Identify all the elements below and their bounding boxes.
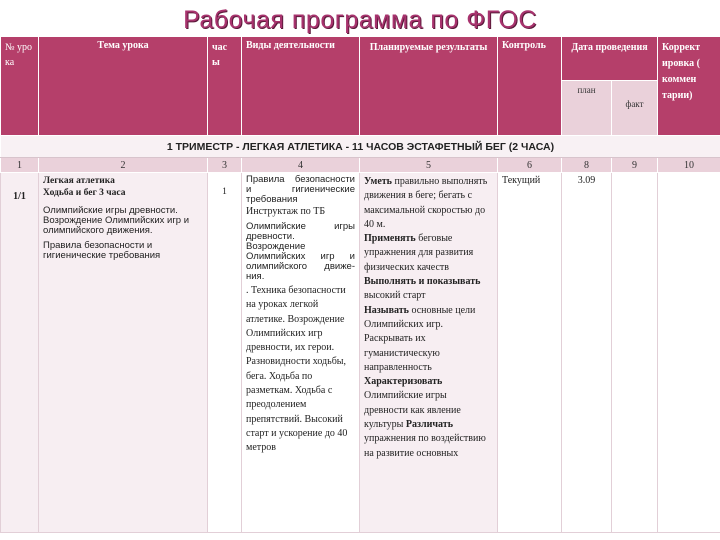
col-number: 4 [242, 158, 360, 173]
header-control: Контроль [498, 37, 562, 136]
col-number: 1 [1, 158, 39, 173]
trimester-heading: 1 ТРИМЕСТР - ЛЕГКАЯ АТЛЕТИКА - 11 ЧАСОВ ЭСТАФЕТНЫЙ БЕГ (2 ЧАСА) [1, 136, 720, 158]
lesson-plan-table [0, 36, 720, 533]
col-number: 8 [562, 158, 612, 173]
fact-date [612, 173, 658, 533]
result-item: Выполнять и показывать высокий старт [364, 276, 481, 302]
result-item: Называть основные цели Олимпийских игр. Раскрывать их гуманистическую направленность [364, 304, 476, 373]
result-item: Характеризовать Олимпийские игры древности как явление культуры Различать упражнения по воздействию на развитие основных [364, 376, 486, 459]
topic-title: Легкая атлетика [43, 176, 115, 186]
topic-safety: Правила безопасности и гигиенические требования [43, 240, 161, 261]
lesson-hours: 1 [208, 173, 242, 533]
header-num: № уро ка [1, 37, 39, 136]
header-correction: Коррект ировка ( коммен тарии) [658, 37, 720, 136]
col-number: 2 [39, 158, 208, 173]
activities-cell [242, 173, 360, 533]
col-number: 5 [360, 158, 498, 173]
lesson-number: 1/1 [1, 173, 39, 533]
activity-technique: . Техника безопасности на уроках легкой атлетике. Возрождение Олимпийских игр древности, их герои. Разновидности ходьбы, бега. Ходьба по разметкам. Ходьба с преодолением препятствий. Высокий старт и ускорение до 40 метров [246, 285, 348, 454]
result-item: Применять беговые упражнения для развития физических качеств [364, 233, 474, 273]
header-activities: Виды деятельности [242, 37, 360, 136]
lesson-topic-cell [39, 173, 208, 533]
topic-description: Олимпийские игры древности. Возрождение Олимпийских игр и олимпийского движения. [43, 205, 190, 236]
header-hours: час ы [208, 37, 242, 136]
col-number: 10 [658, 158, 720, 173]
table-row [1, 173, 720, 533]
header-date: Дата проведения [562, 37, 658, 81]
activity-safety-rules: Правила безопасности и гигиенические требования [246, 174, 355, 205]
header-date-plan: план [562, 81, 612, 136]
col-number: 9 [612, 158, 658, 173]
comment-cell [658, 173, 720, 533]
plan-date: 3.09 [562, 173, 612, 533]
control-type: Текущий [498, 173, 562, 533]
header-topic: Тема урока [39, 37, 208, 136]
results-cell [360, 173, 498, 533]
col-number: 3 [208, 158, 242, 173]
activity-olympics: Олимпийские игры древности. Возрождение Олимпийских игр и олимпийского движе-ния. [246, 221, 355, 282]
header-results: Планируемые результаты [360, 37, 498, 136]
col-number: 6 [498, 158, 562, 173]
header-date-fact: факт [612, 81, 658, 136]
result-item: Уметь правильно выполнять движения в беге; бегать с максимальной скоростью до 40 м. [364, 176, 488, 230]
activity-briefing: Инструктаж по ТБ [246, 206, 326, 217]
page-title: Рабочая программа по ФГОС [183, 6, 537, 34]
topic-subtitle: Ходьба и бег 3 часа [43, 188, 126, 198]
